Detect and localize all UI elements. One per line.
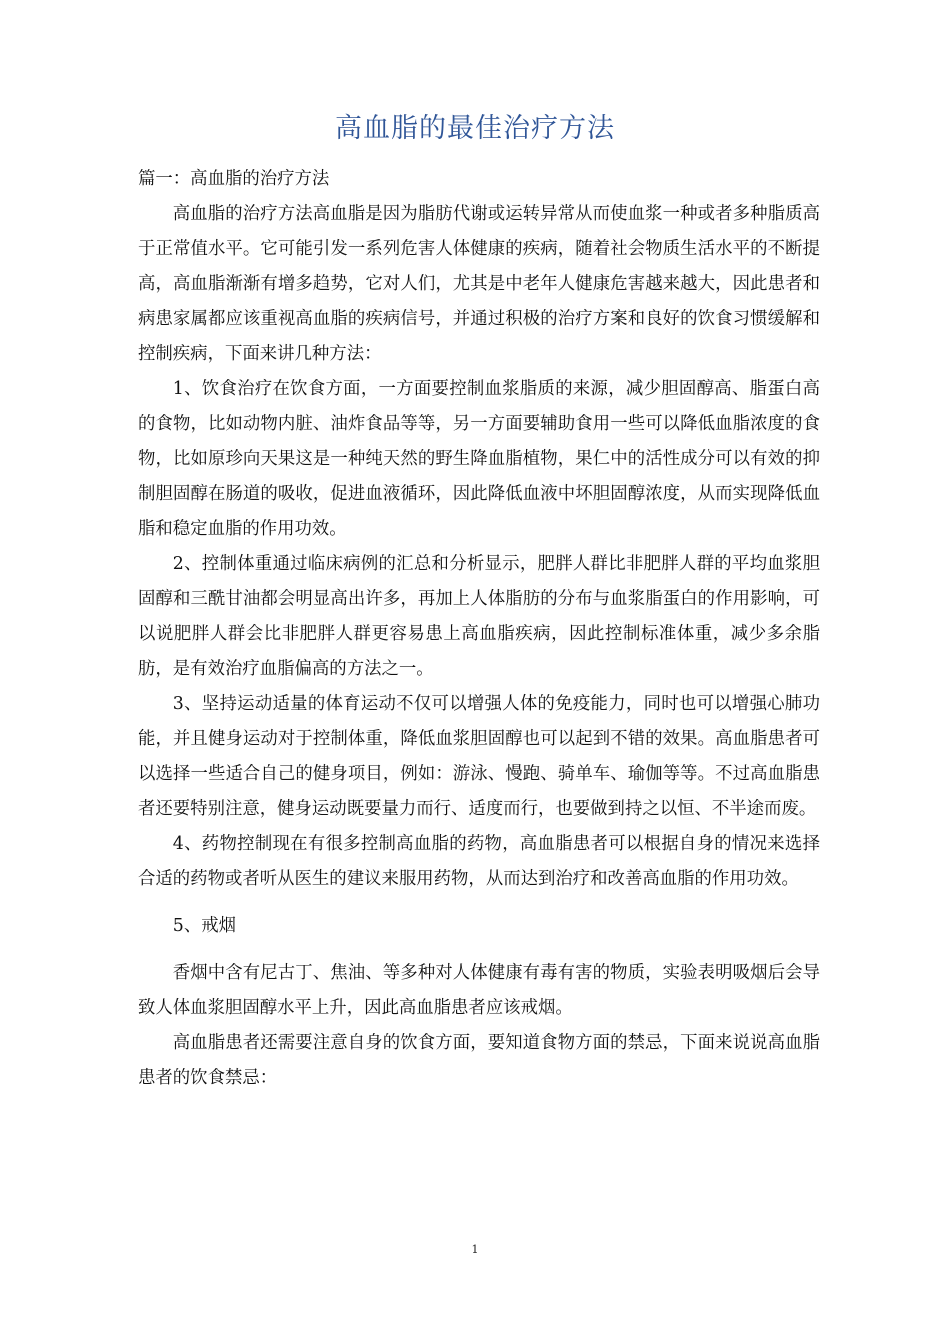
paragraph-quit-smoking-heading: 5、戒烟 <box>172 916 237 936</box>
paragraph-intro: 高血脂的治疗方法高血脂是因为脂肪代谢或运转异常从而使血浆一种或者多种脂质高于正常值水平。它可能引发一系列危害人体健康的疾病，随着社会物质生活水平的不断提高，高血脂渐渐有增多趋势，它对人们，尤其是中老年人健康危害越来越大，因此患者和病患家属都应该重视高血脂的疾病信号，并通过积极的治疗方案和良好的饮食习惯缓解和控制疾病，下面来讲几种方法： <box>138 204 820 364</box>
section-heading: 篇一：高血脂的治疗方法 <box>138 169 330 189</box>
paragraph-diet-treatment: 1、饮食治疗在饮食方面，一方面要控制血浆脂质的来源，减少胆固醇高、脂蛋白高的食物，比如动物内脏、油炸食品等等，另一方面要辅助食用一些可以降低血脂浓度的食物，比如原珍向天果这是一种纯天然的野生降血脂植物，果仁中的活性成分可以有效的抑制胆固醇在肠道的吸收，促进血液循环，因此降低血液中坏胆固醇浓度，从而实现降低血脂和稳定血脂的作用功效。 <box>138 379 820 539</box>
paragraph-medication: 4、药物控制现在有很多控制高血脂的药物，高血脂患者可以根据自身的情况来选择合适的药物或者听从医生的建议来服用药物，从而达到治疗和改善高血脂的作用功效。 <box>138 834 820 889</box>
paragraph-smoking-effects: 香烟中含有尼古丁、焦油、等多种对人体健康有毒有害的物质，实验表明吸烟后会导致人体血浆胆固醇水平上升，因此高血脂患者应该戒烟。 <box>138 963 820 1018</box>
paragraph-exercise: 3、坚持运动适量的体育运动不仅可以增强人体的免疫能力，同时也可以增强心肺功能，并且健身运动对于控制体重，降低血浆胆固醇也可以起到不错的效果。高血脂患者可以选择一些适合自己的健身项目，例如：游泳、慢跑、骑单车、瑜伽等等。不过高血脂患者还要特别注意，健身运动既要量力而行、适度而行，也要做到持之以恒、不半途而废。 <box>138 694 820 819</box>
paragraph-weight-control: 2、控制体重通过临床病例的汇总和分析显示，肥胖人群比非肥胖人群的平均血浆胆固醇和三酰甘油都会明显高出许多，再加上人体脂肪的分布与血浆脂蛋白的作用影响，可以说肥胖人群会比非肥胖人群更容易患上高血脂疾病，因此控制标准体重，减少多余脂肪，是有效治疗血脂偏高的方法之一。 <box>138 554 820 679</box>
page-number: 1 <box>471 1243 479 1256</box>
document-body <box>138 162 820 1096</box>
document-title: 高血脂的最佳治疗方法 <box>335 113 615 144</box>
paragraph-diet-taboos: 高血脂患者还需要注意自身的饮食方面，要知道食物方面的禁忌，下面来说说高血脂患者的饮食禁忌： <box>138 1033 820 1088</box>
